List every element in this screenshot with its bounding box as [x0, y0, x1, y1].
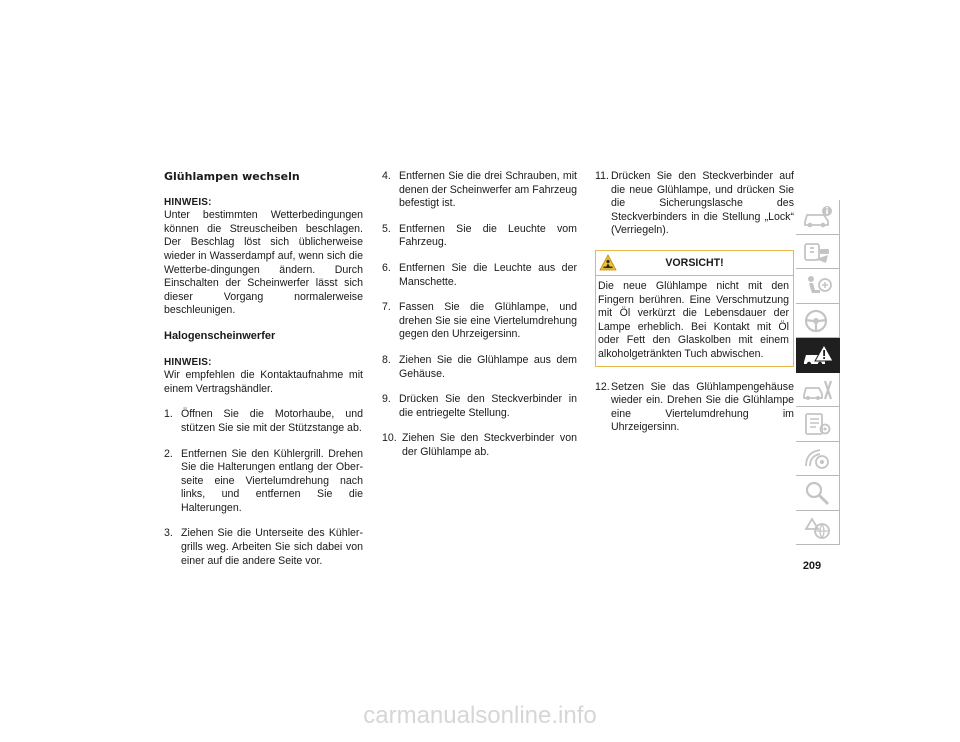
step-number: 6. [382, 261, 391, 274]
tab-index[interactable] [796, 476, 840, 511]
step-number: 5. [382, 222, 391, 235]
dashboard-warning-icon [802, 239, 834, 265]
step-item [382, 354, 577, 381]
step-text: Drücken Sie den Steckverbinder in die entriegelte Stellung. [399, 393, 577, 419]
caution-text: Die neue Glühlampe nicht mit den Fingern berühren. Eine Verschmutzung mit Öl verkürzt die Lebensdauer der Lampe erheblich. Bei Kontakt mit Öl oder Fett den Glaskolben mit einem alkoholgetränkten Tuch abwischen. [598, 279, 789, 360]
tab-driving[interactable] [796, 304, 840, 339]
tab-multimedia[interactable] [796, 442, 840, 477]
step-item [164, 527, 363, 568]
search-index-icon [802, 480, 834, 506]
car-service-tools-icon [802, 377, 834, 403]
caution-box [595, 250, 794, 367]
step-item [164, 408, 363, 435]
tab-specifications[interactable] [796, 407, 840, 442]
note-heading: HINWEIS: [164, 196, 212, 208]
step-text: Entfernen Sie die Leuchte vom Fahrzeug. [399, 222, 577, 249]
page-number: 209 [802, 560, 822, 572]
tab-car-info[interactable] [796, 200, 840, 235]
step-item [382, 432, 577, 459]
step-text: Entfernen Sie die Leuchte aus der Manschette. [399, 261, 577, 288]
step-item [164, 448, 363, 516]
step-item [595, 170, 794, 238]
note-heading: HINWEIS: [164, 356, 212, 368]
step-item [382, 262, 577, 289]
multimedia-icon [802, 446, 834, 472]
tab-language[interactable] [796, 511, 840, 546]
tab-emergency[interactable] [796, 338, 840, 373]
step-text: Öffnen Sie die Motorhaube, und stützen Sie sie mit der Stützstange ab. [181, 408, 363, 434]
watermark: carmanualsonline.info [363, 702, 597, 729]
specifications-list-icon [802, 411, 834, 437]
step-number: 12. [595, 380, 610, 393]
tab-dashboard[interactable] [796, 235, 840, 270]
car-info-icon [802, 204, 834, 230]
step-item [595, 381, 794, 435]
step-item [382, 223, 577, 250]
steering-wheel-icon [802, 308, 834, 334]
caution-header [596, 251, 793, 276]
step-number: 9. [382, 393, 391, 406]
tab-service[interactable] [796, 373, 840, 408]
step-item [382, 301, 577, 342]
column-left [164, 170, 363, 580]
column-middle [382, 170, 577, 472]
step-text: Drücken Sie den Steckverbinder auf die neue Glühlampe, und drücken Sie die Sicherungslasche des Steckverbinders in die Stellung „Lock“ (Verriegeln). [611, 170, 794, 237]
step-number: 10. [382, 432, 397, 445]
subsection-title: Halogenscheinwerfer [164, 329, 276, 342]
note-text: Unter bestimmten Wetterbedingungen können die Streuscheiben beschlagen. Der Beschlag löst sich üblicherweise wieder in Wasserdampf auf, wenn sich die Wetterbe-dingungen ändern. Durch Einschalten der Scheinwerfer lässt sich dieser Vorgang normalerweise beschleunigen. [164, 209, 363, 317]
step-item [382, 393, 577, 420]
tab-safety[interactable] [796, 269, 840, 304]
step-item [382, 170, 577, 211]
step-number: 7. [382, 301, 391, 314]
section-title: Glühlampen wechseln [164, 170, 300, 183]
language-icon [802, 515, 834, 541]
roadside-emergency-icon [802, 342, 834, 368]
step-text: Ziehen Sie die Glühlampe aus dem Gehäuse. [399, 353, 577, 380]
step-number: 11. [595, 170, 609, 182]
step-number: 2. [164, 447, 173, 460]
step-text: Ziehen Sie die Unterseite des Kühler-grills weg. Arbeiten Sie sich dabei von einer auf die andere Seite vor. [181, 527, 363, 567]
step-text: Entfernen Sie die drei Schrauben, mit denen der Scheinwerfer am Fahrzeug befestigt ist. [399, 170, 577, 210]
step-number: 4. [382, 170, 391, 182]
chapter-tabs [796, 200, 840, 545]
airbag-safety-icon [802, 273, 834, 299]
step-text: Fassen Sie die Glühlampe, und drehen Sie sie eine Viertelumdrehung gegen den Uhrzeigersinn. [399, 301, 577, 341]
step-number: 1. [164, 408, 173, 421]
step-number: 8. [382, 353, 391, 366]
note-text: Wir empfehlen die Kontaktaufnahme mit einem Vertragshändler. [164, 369, 363, 395]
step-text: Entfernen Sie den Kühlergrill. Drehen Sie die Halterungen entlang der Ober-seite eine Viertelumdrehung nach links, und entfernen Sie die Halterungen. [181, 447, 363, 514]
column-right [595, 170, 794, 447]
step-text: Setzen Sie das Glühlampengehäuse wieder ein. Drehen Sie die Glühlampe eine Viertelumdrehung im Uhrzeigersinn. [611, 380, 794, 434]
caution-title: VORSICHT! [665, 256, 724, 269]
step-text: Ziehen Sie den Steckverbinder von der Glühlampe ab. [402, 432, 577, 458]
step-number: 3. [164, 527, 173, 540]
